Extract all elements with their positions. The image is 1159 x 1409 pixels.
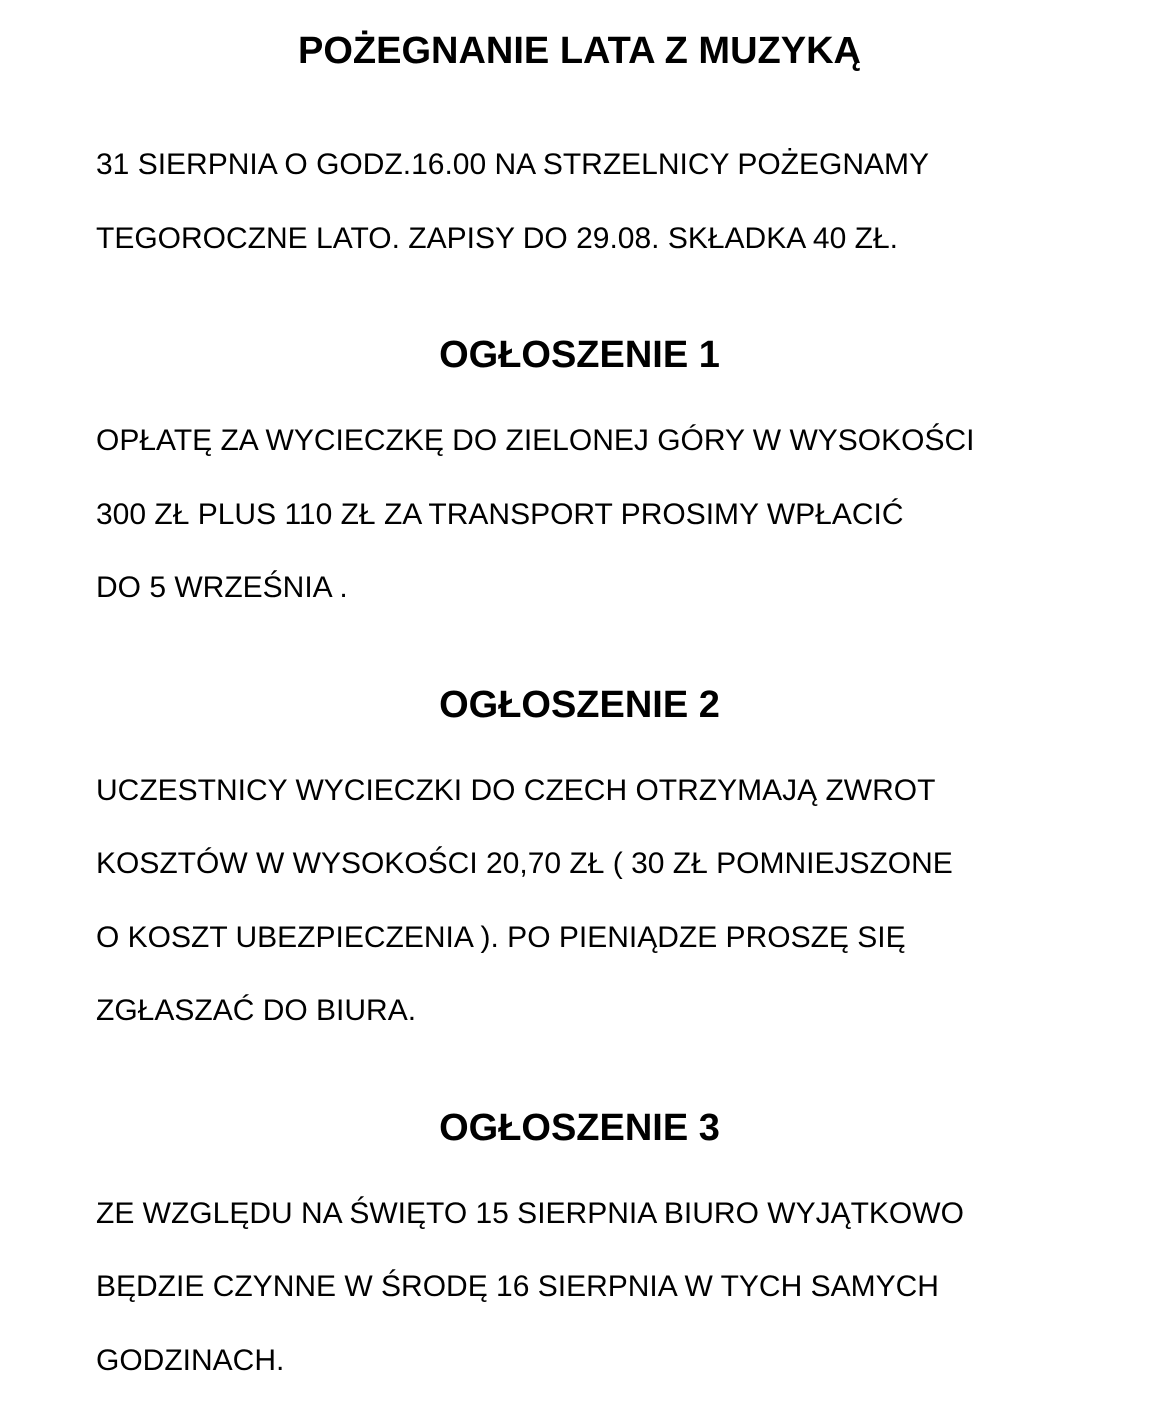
announcement-text-line: 300 ZŁ PLUS 110 ZŁ ZA TRANSPORT PROSIMY WPŁACIĆ <box>96 498 904 531</box>
announcement-text-line: O KOSZT UBEZPIECZENIA ). PO PIENIĄDZE PROSZĘ SIĘ <box>96 921 906 954</box>
page-title: POŻEGNANIE LATA Z MUZYKĄ <box>298 30 861 72</box>
announcement-text-line: ZGŁASZAĆ DO BIURA. <box>96 994 417 1027</box>
announcement-heading: OGŁOSZENIE 3 <box>439 1107 720 1149</box>
intro-text-line: 31 SIERPNIA O GODZ.16.00 NA STRZELNICY POŻEGNAMY <box>96 148 930 181</box>
announcement-heading: OGŁOSZENIE 2 <box>439 684 720 726</box>
announcement-text-line: KOSZTÓW W WYSOKOŚCI 20,70 ZŁ ( 30 ZŁ POMNIEJSZONE <box>96 847 953 880</box>
announcement-text-line: DO 5 WRZEŚNIA . <box>96 571 348 604</box>
announcement-text-line: GODZINACH. <box>96 1344 285 1377</box>
announcement-heading: OGŁOSZENIE 1 <box>439 334 720 376</box>
announcement-text-line: UCZESTNICY WYCIECZKI DO CZECH OTRZYMAJĄ ZWROT <box>96 774 936 807</box>
announcement-text-line: OPŁATĘ ZA WYCIECZKĘ DO ZIELONEJ GÓRY W WYSOKOŚCI <box>96 424 975 457</box>
intro-text-line: TEGOROCZNE LATO. ZAPISY DO 29.08. SKŁADKA 40 ZŁ. <box>96 222 898 255</box>
announcement-text-line: BĘDZIE CZYNNE W ŚRODĘ 16 SIERPNIA W TYCH SAMYCH <box>96 1270 939 1303</box>
announcement-text-line: ZE WZGLĘDU NA ŚWIĘTO 15 SIERPNIA BIURO WYJĄTKOWO <box>96 1197 964 1230</box>
